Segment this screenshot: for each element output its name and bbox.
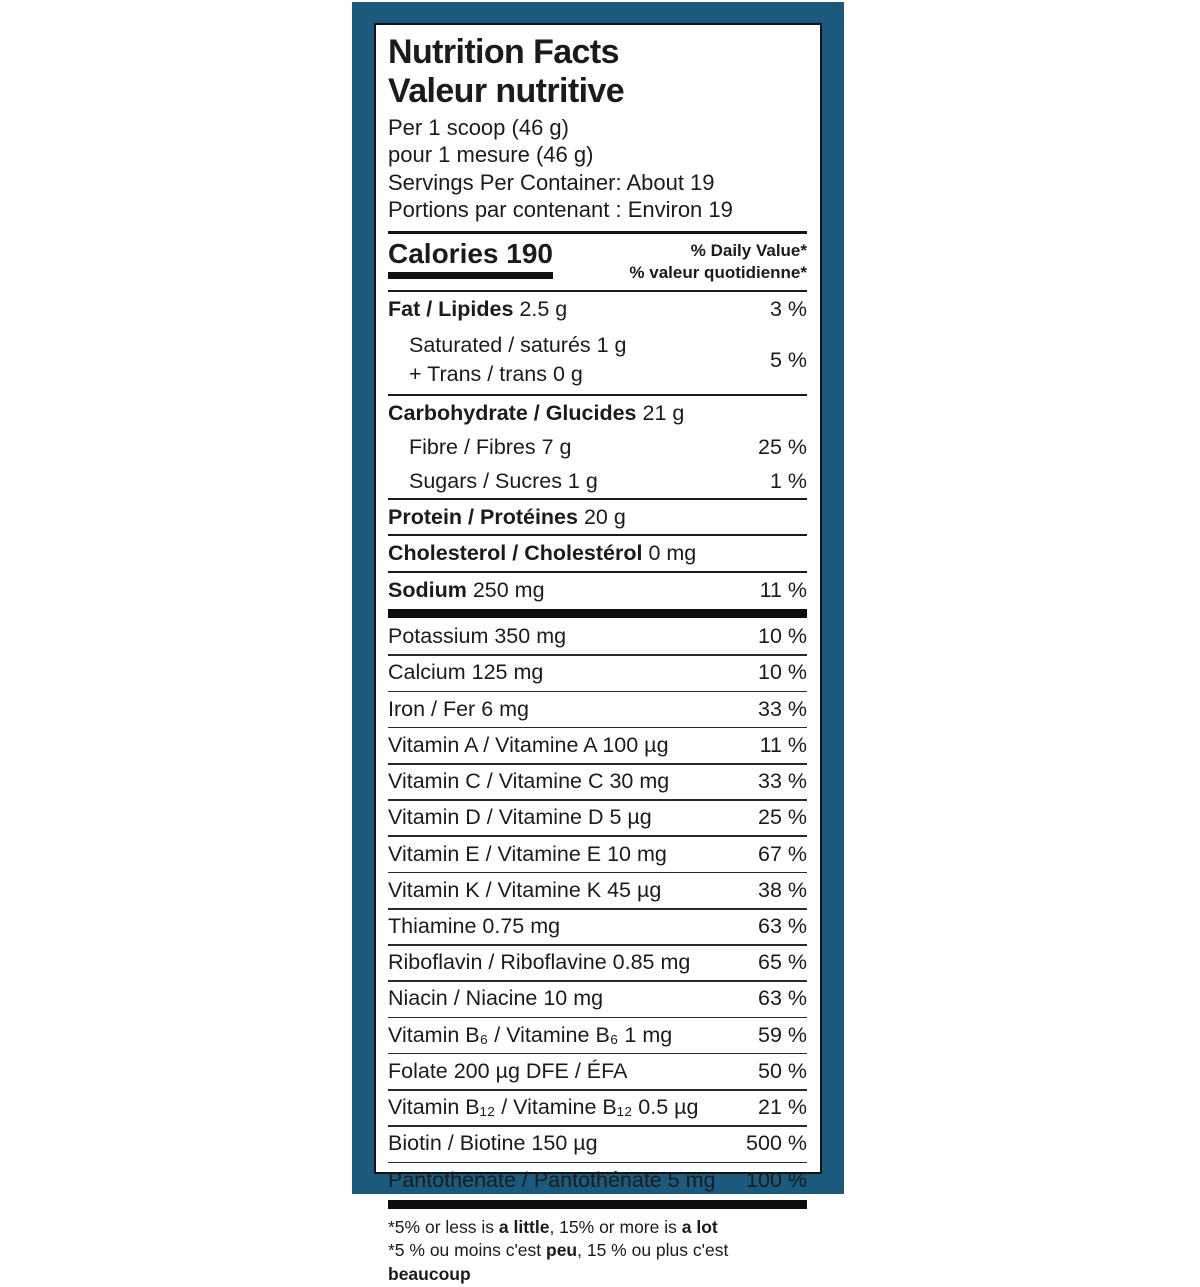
nutrient-label (388, 578, 545, 602)
nutrient-daily-value: 25 % (757, 435, 807, 460)
label-title (388, 33, 807, 112)
calories-row (388, 234, 807, 290)
nutrient-row (388, 396, 807, 430)
nutrient-row (388, 573, 807, 607)
nutrient-amount: 21 g (642, 401, 685, 426)
nutrient-amount: Fibre / Fibres 7 g (409, 435, 572, 460)
nutrient-daily-value: 10 % (757, 624, 807, 649)
nutrient-label: Vitamin C / Vitamine C 30 mg (388, 769, 670, 794)
nutrient-row (388, 1127, 807, 1162)
nutrient-row (388, 620, 807, 655)
nutrient-row (388, 1018, 807, 1053)
nutrient-row (388, 765, 807, 800)
calories-value: Calories 190 (388, 239, 553, 279)
nutrient-row (388, 500, 807, 534)
nutrient-name: Carbohydrate / Glucides (388, 401, 637, 426)
nutrient-label (388, 505, 626, 529)
nutrient-row (388, 326, 807, 394)
nutrient-label-line: Saturated / saturés 1 g (409, 333, 627, 358)
nutrient-label: Vitamin B₁₂ / Vitamine B₁₂ 0.5 µg (388, 1095, 699, 1120)
footnotes (388, 1216, 807, 1287)
nutrient-daily-value: 33 % (757, 769, 807, 794)
nutrient-name: Fat / Lipides (388, 297, 514, 322)
nutrient-row (388, 656, 807, 691)
footnote-emphasis: beaucoup (388, 1264, 471, 1285)
nutrient-row (388, 692, 807, 727)
nutrient-row (388, 536, 807, 570)
nutrient-daily-value: 1 % (769, 469, 807, 494)
nutrient-label: Vitamin A / Vitamine A 100 µg (388, 732, 669, 757)
nutrient-name: Protein / Protéines (388, 505, 578, 530)
nutrient-row (388, 728, 807, 763)
nutrient-label: Calcium 125 mg (388, 660, 544, 685)
footnote-emphasis: a lot (681, 1216, 718, 1237)
nutrient-daily-value: 11 % (759, 732, 807, 757)
nutrient-label (388, 469, 598, 493)
nutrient-row (388, 982, 807, 1017)
nutrient-row (388, 430, 807, 464)
nutrient-label: Thiamine 0.75 mg (388, 914, 561, 939)
nutrient-daily-value: 33 % (757, 696, 807, 721)
nutrient-row (388, 837, 807, 872)
servings-per-container-fr: Portions par contenant : Environ 19 (388, 197, 733, 223)
daily-value-en: % Daily Value* (690, 240, 807, 260)
daily-value-header (629, 240, 807, 284)
nutrient-amount: 2.5 g (519, 297, 568, 322)
nutrient-row (388, 1091, 807, 1126)
footnote-emphasis: peu (546, 1240, 578, 1261)
footnote-text: *5% or less is (388, 1216, 499, 1237)
nutrient-label: Riboflavin / Riboflavine 0.85 mg (388, 950, 691, 975)
nutrient-amount: Sugars / Sucres 1 g (409, 469, 598, 494)
nutrient-daily-value: 3 % (769, 297, 807, 322)
serving-size-fr: pour 1 mesure (46 g) (388, 142, 594, 168)
nutrient-label: Iron / Fer 6 mg (388, 696, 529, 721)
nutrient-daily-value: 100 % (746, 1167, 807, 1192)
nutrient-label (388, 435, 572, 459)
thick-divider (388, 609, 807, 618)
nutrient-label: Vitamin D / Vitamine D 5 µg (388, 805, 652, 830)
nutrient-label (388, 541, 696, 565)
nutrient-name: Sodium (388, 577, 467, 602)
micronutrient-table (388, 620, 807, 1198)
nutrition-label-frame (352, 2, 844, 1285)
nutrient-amount: 250 mg (472, 577, 545, 602)
daily-value-fr: % valeur quotidienne* (629, 262, 807, 282)
label-title-fr: Valeur nutritive (388, 72, 625, 111)
footnote-line (388, 1239, 807, 1286)
nutrient-daily-value: 59 % (757, 1022, 807, 1047)
nutrient-row (388, 292, 807, 326)
nutrient-label: Pantothenate / Pantothénate 5 mg (388, 1167, 716, 1192)
servings-per-container-en: Servings Per Container: About 19 (388, 169, 715, 195)
nutrient-name: Cholesterol / Cholestérol (388, 541, 643, 566)
footnote-text: , 15 % ou plus c'est (577, 1240, 729, 1261)
nutrient-daily-value: 63 % (757, 914, 807, 939)
nutrient-daily-value: 25 % (757, 805, 807, 830)
nutrient-daily-value: 500 % (746, 1131, 807, 1156)
nutrient-row (388, 873, 807, 908)
nutrient-row (388, 1054, 807, 1089)
nutrient-label: Vitamin E / Vitamine E 10 mg (388, 841, 667, 866)
nutrition-facts-panel (374, 23, 822, 1285)
footnote-text: *5 % ou moins c'est (388, 1240, 546, 1261)
nutrient-row (388, 801, 807, 836)
nutrient-daily-value: 5 % (769, 348, 807, 373)
macronutrient-table (388, 292, 807, 607)
nutrient-daily-value: 65 % (757, 950, 807, 975)
nutrient-label: Folate 200 µg DFE / ÉFA (388, 1058, 628, 1083)
nutrient-label-line: + Trans / trans 0 g (409, 362, 583, 387)
nutrient-daily-value: 50 % (757, 1058, 807, 1083)
footnote-emphasis: a little (498, 1216, 550, 1237)
nutrient-daily-value: 38 % (757, 877, 807, 902)
label-title-en: Nutrition Facts (388, 33, 619, 71)
nutrient-amount: 20 g (583, 505, 626, 530)
nutrient-daily-value: 11 % (759, 577, 807, 602)
nutrient-label: Vitamin K / Vitamine K 45 µg (388, 877, 662, 902)
nutrient-label (388, 401, 684, 425)
nutrient-label (388, 331, 627, 389)
nutrient-daily-value: 10 % (757, 660, 807, 685)
nutrient-label: Biotin / Biotine 150 µg (388, 1131, 598, 1156)
nutrient-daily-value: 21 % (757, 1095, 807, 1120)
footnote-line (388, 1216, 807, 1240)
footnote-text: , 15% or more is (549, 1216, 682, 1237)
thick-divider (388, 1200, 807, 1209)
nutrient-daily-value: 67 % (757, 841, 807, 866)
serving-size-en: Per 1 scoop (46 g) (388, 114, 569, 140)
nutrient-row (388, 910, 807, 945)
nutrient-amount: 0 mg (648, 541, 697, 566)
nutrient-label: Potassium 350 mg (388, 624, 567, 649)
nutrient-label: Niacin / Niacine 10 mg (388, 986, 604, 1011)
serving-info (388, 114, 807, 224)
nutrient-label (388, 297, 567, 321)
nutrient-row (388, 464, 807, 498)
nutrient-daily-value: 63 % (757, 986, 807, 1011)
nutrient-label: Vitamin B₆ / Vitamine B₆ 1 mg (388, 1022, 673, 1047)
nutrient-row (388, 1163, 807, 1198)
nutrient-row (388, 946, 807, 981)
